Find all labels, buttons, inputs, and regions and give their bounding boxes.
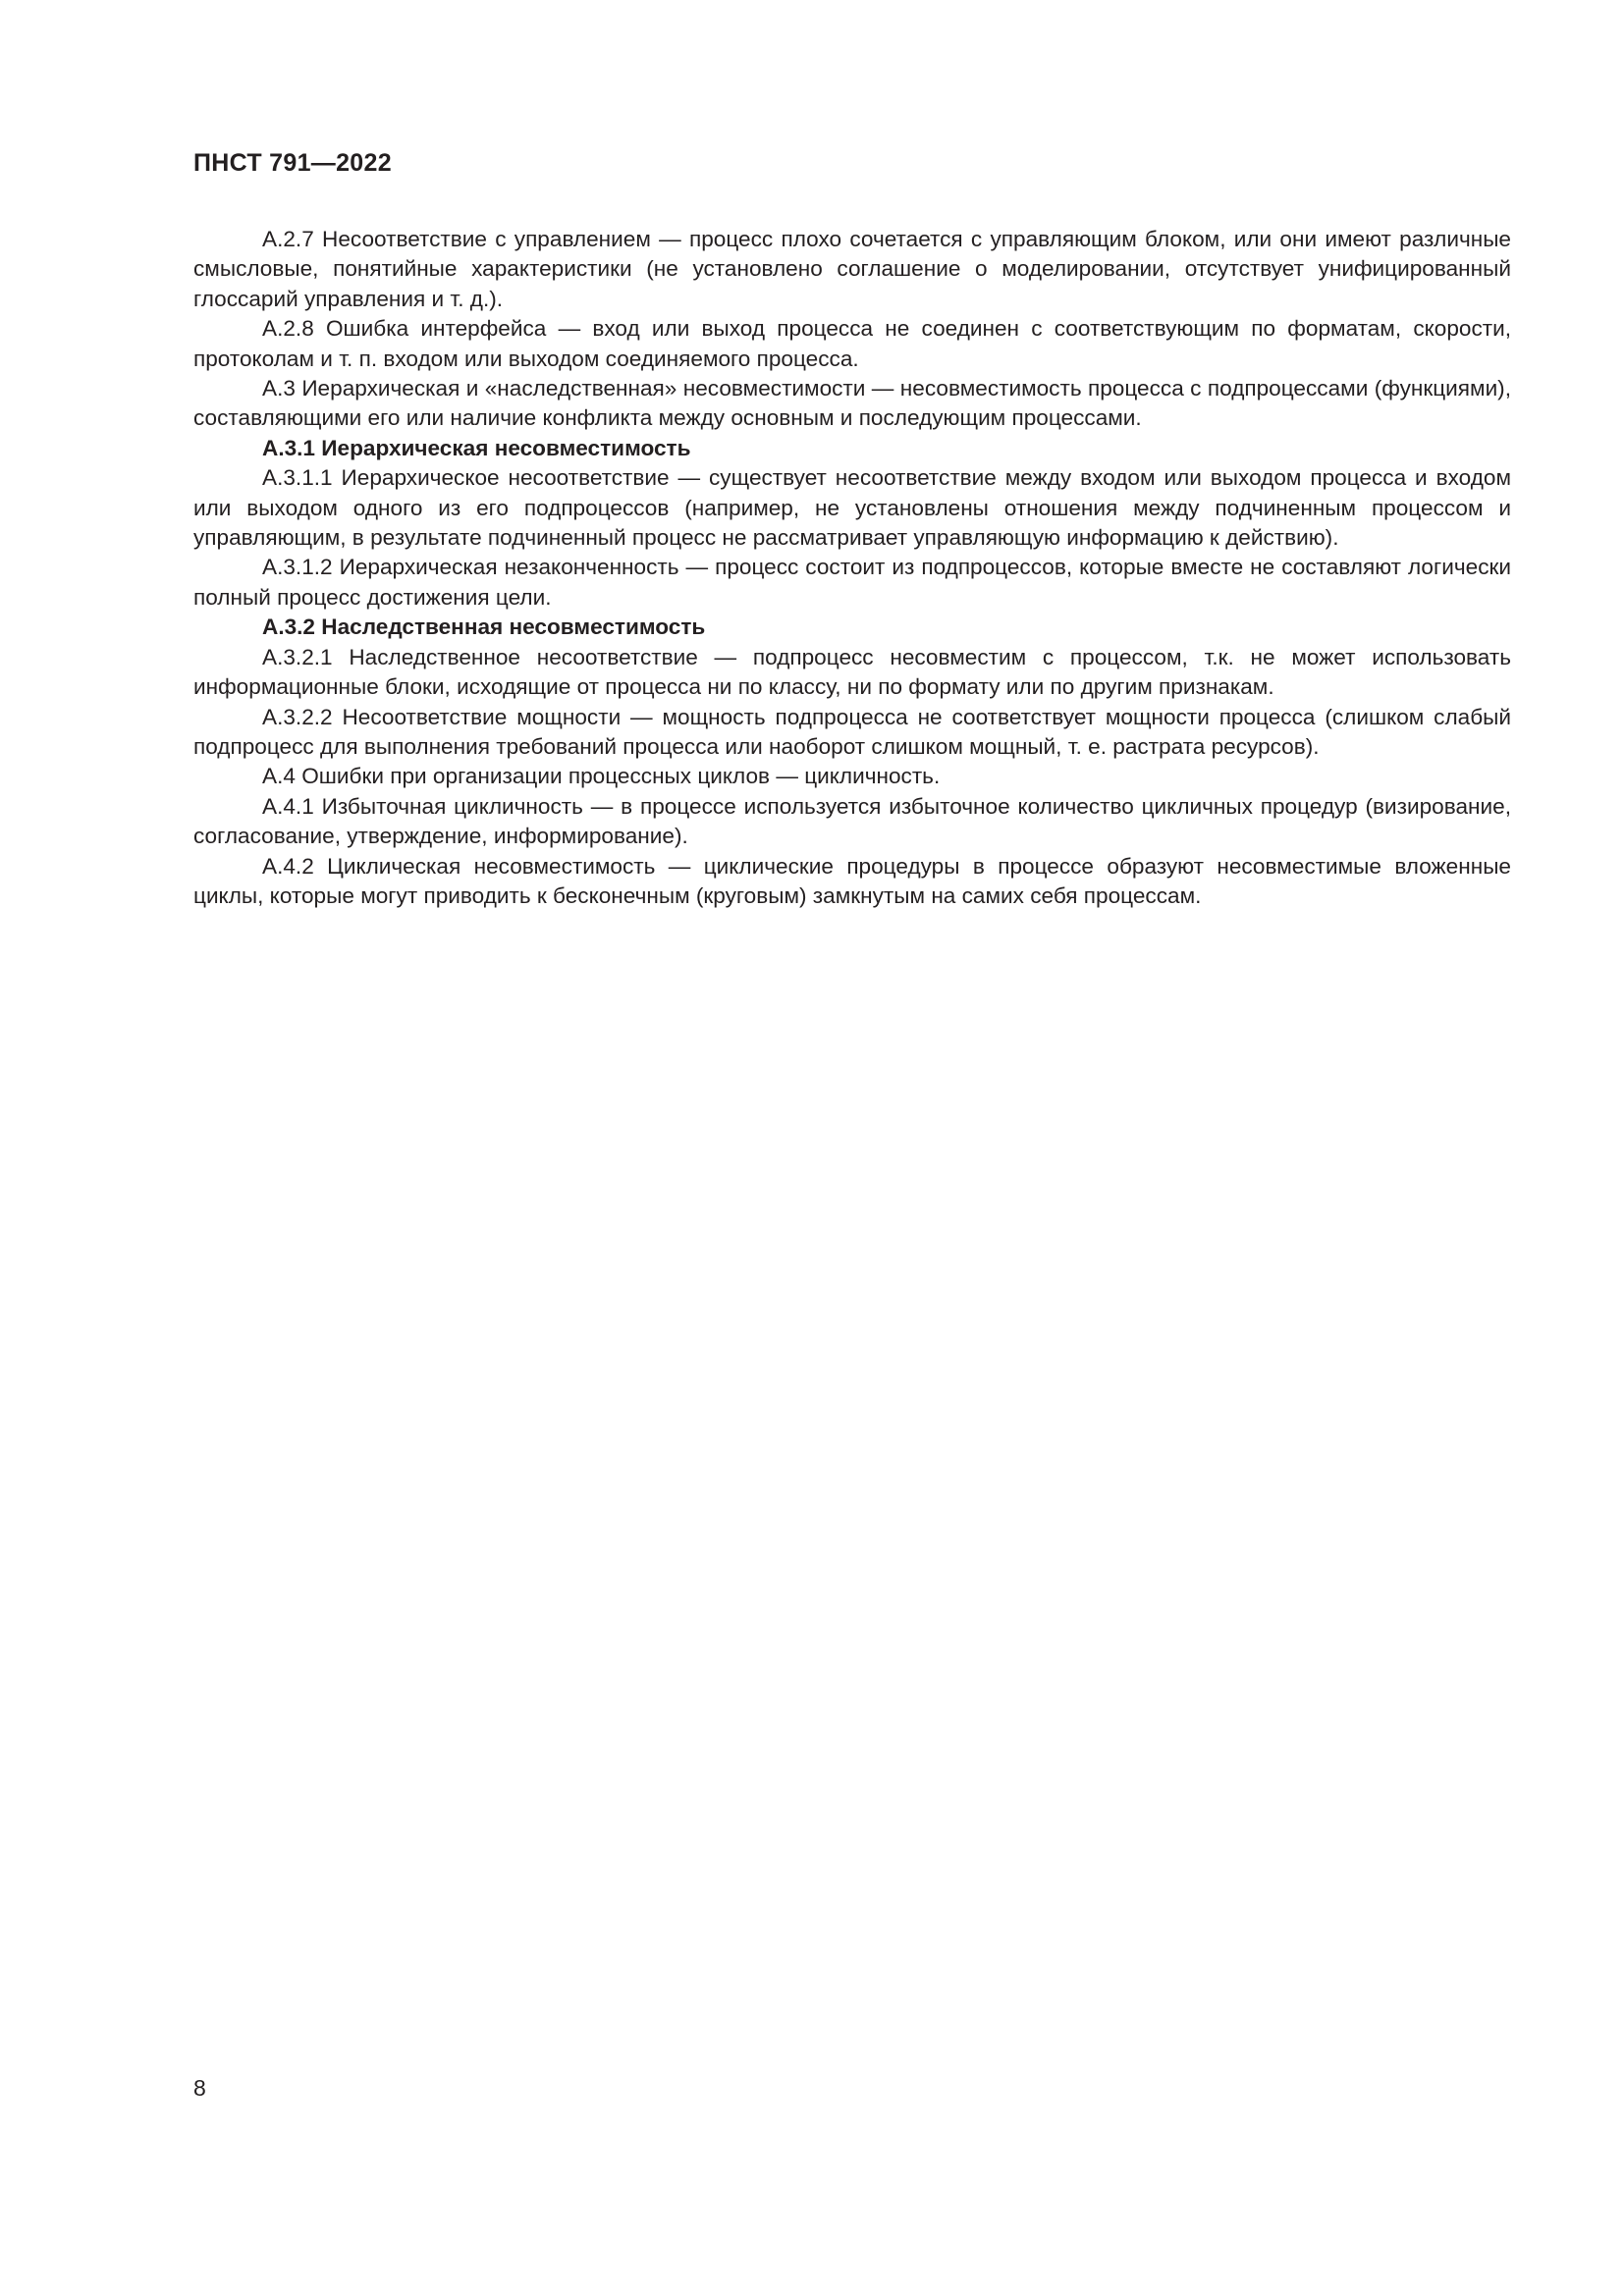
paragraph-a-4-2: А.4.2 Циклическая несовместимость — циклические процедуры в процессе образуют несовместимые вложенные циклы, которые могут приводить к бесконечным (круговым) замкнутым на самих себя процессам.	[193, 853, 1511, 908]
paragraph-a-3-2-2: А.3.2.2 Несоответствие мощности — мощность подпроцесса не соответствует мощности процесса (слишком слабый подпроцесс для выполнения требований процесса или наоборот слишком мощный, т. е. растрата ресурсов).	[193, 704, 1511, 759]
paragraph-a-2-8: А.2.8 Ошибка интерфейса — вход или выход процесса не соединен с соответствующим по форматам, скорости, протоколам и т. п. входом или выходом соединяемого процесса.	[193, 316, 1511, 371]
document-body	[193, 225, 1511, 911]
paragraph-a-2-7: А.2.7 Несоответствие с управлением — процесс плохо сочетается с управляющим блоком, или они имеют различные смысловые, понятийные характеристики (не установлено соглашение о моделировании, отсутствует унифицированный глоссарий управления и т. д.).	[193, 227, 1511, 311]
page-number: 8	[193, 2075, 206, 2101]
paragraph-a-3-1-2: А.3.1.2 Иерархическая незаконченность — процесс состоит из подпроцессов, которые вместе не составляют логически полный процесс достижения цели.	[193, 555, 1511, 610]
heading-a-3-2: А.3.2 Наследственная несовместимость	[262, 614, 706, 640]
heading-a-3-1: А.3.1 Иерархическая несовместимость	[262, 435, 691, 460]
paragraph-a-3: А.3 Иерархическая и «наследственная» несовместимости — несовместимость процесса с подпроцессами (функциями), составляющими его или наличие конфликта между основным и последующим процессами.	[193, 376, 1511, 431]
paragraph-a-3-1-1: А.3.1.1 Иерархическое несоответствие — существует несоответствие между входом или выходом процесса и входом или выходом одного из его подпроцессов (например, не установлены отношения между подчиненным процессом и управляющим, в результате подчиненный процесс не рассматривает управляющую информацию к действию).	[193, 465, 1511, 551]
paragraph-a-3-2-1: А.3.2.1 Наследственное несоответствие — подпроцесс несовместим с процессом, т.к. не может использовать информационные блоки, исходящие от процесса ни по классу, ни по формату или по другим признакам.	[193, 644, 1511, 700]
paragraph-a-4: А.4 Ошибки при организации процессных циклов — цикличность.	[262, 764, 941, 789]
paragraph-a-4-1: А.4.1 Избыточная цикличность — в процессе используется избыточное количество цикличных процедур (визирование, согласование, утверждение, информирование).	[193, 793, 1511, 849]
document-code-header: ПНСТ 791—2022	[193, 149, 392, 177]
